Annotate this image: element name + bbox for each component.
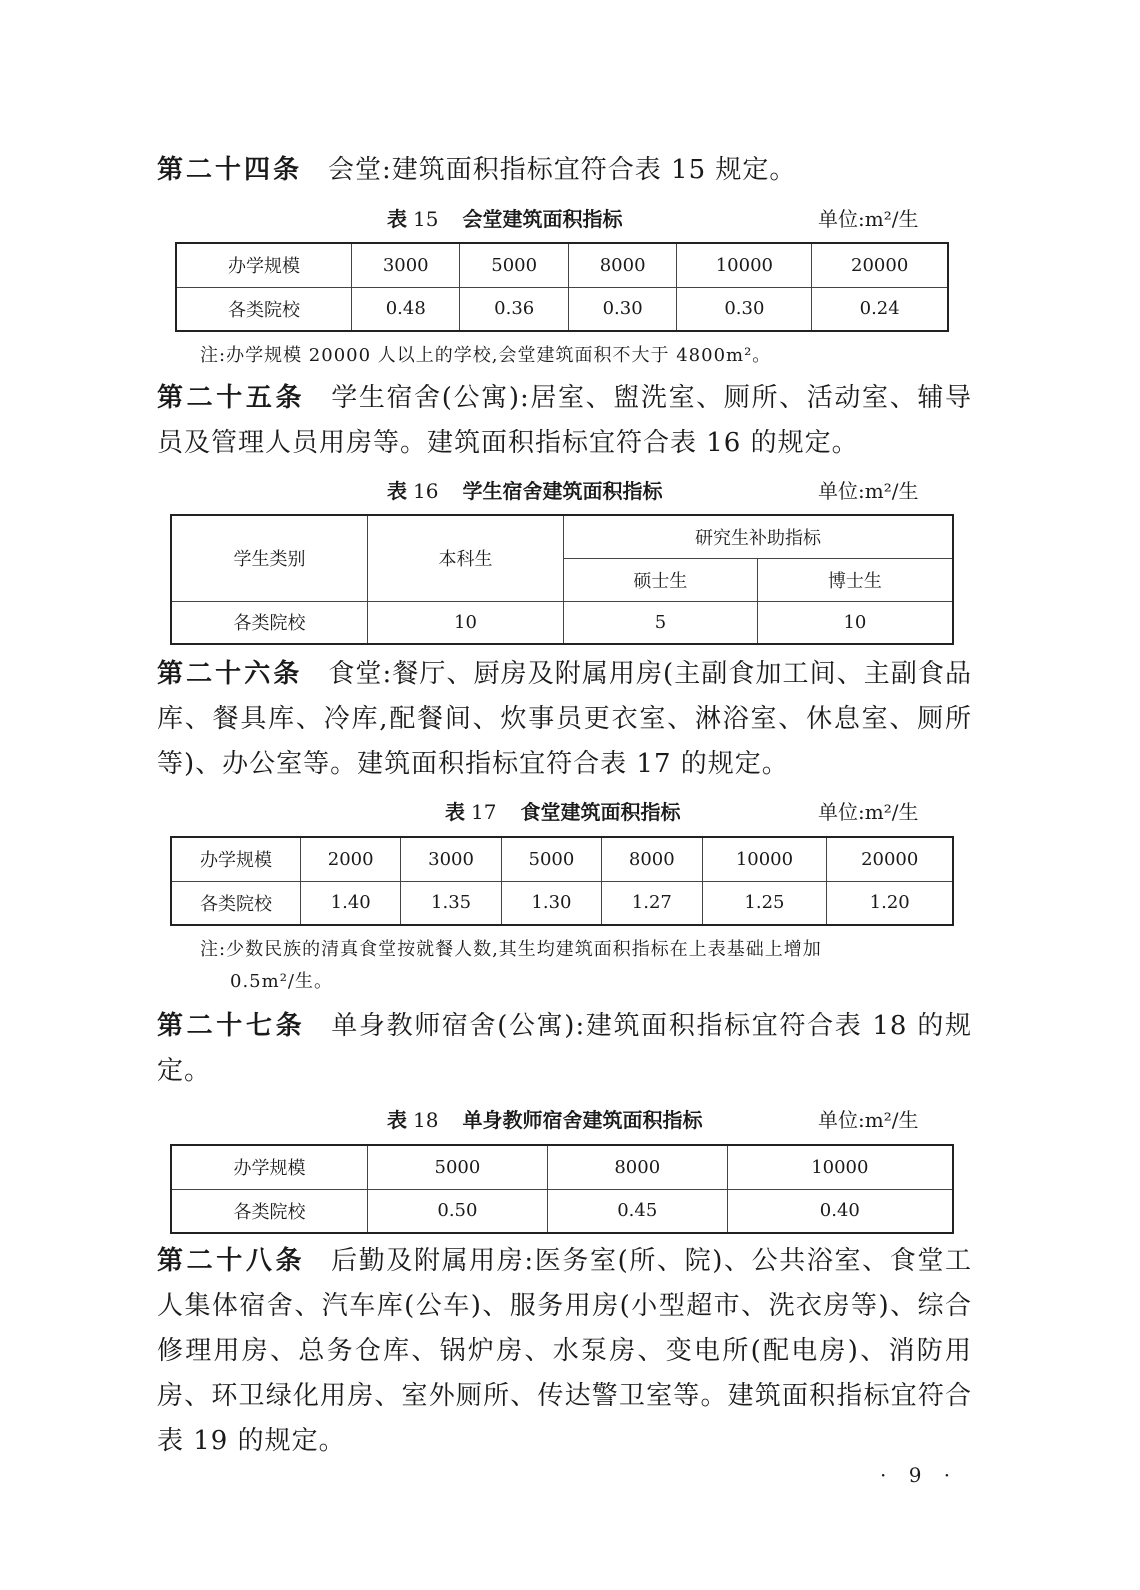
- article-25: [157, 376, 972, 466]
- table-title: 会堂建筑面积指标: [462, 207, 623, 231]
- table-title: 单身教师宿舍建筑面积指标: [462, 1108, 703, 1132]
- table-row: 办学规模 3000 5000 8000 10000 20000: [176, 243, 948, 287]
- article-text: 后勤及附属用房:医务室(所、院)、公共浴室、食堂工人集体宿舍、汽车库(公车)、服务用房(小型超市、洗衣房等)、综合修理用房、总务仓库、锅炉房、水泵房、变电所(配电房)、消防用房、环卫绿化用房、室外厕所、传达警卫室等。建筑面积指标宜符合表 19 的规定。: [157, 1246, 972, 1456]
- table-caption: 表 17 食堂建筑面积指标: [445, 800, 681, 824]
- article-text: 学生宿舍(公寓):居室、盥洗室、厕所、活动室、辅导员及管理人员用房等。建筑面积指标宜符合表 16 的规定。: [157, 383, 972, 458]
- table-18: [170, 1144, 954, 1234]
- table-16: [170, 514, 954, 645]
- unit-label: 单位:m²/生: [818, 479, 919, 503]
- article-text: 会堂:建筑面积指标宜符合表 15 规定。: [328, 155, 797, 185]
- table-15: [175, 242, 949, 332]
- article-text: 单身教师宿舍(公寓):建筑面积指标宜符合表 18 的规定。: [157, 1011, 972, 1086]
- table-title: 食堂建筑面积指标: [520, 800, 681, 824]
- table-row: 各类院校 1.40 1.35 1.30 1.27 1.25 1.20: [171, 881, 953, 925]
- article-28: [157, 1239, 972, 1464]
- table-caption: 表 18 单身教师宿舍建筑面积指标: [387, 1108, 703, 1132]
- table-title: 学生宿舍建筑面积指标: [462, 479, 663, 503]
- table-row: 学生类别 本科生 研究生补助指标: [171, 515, 953, 558]
- table-row: 各类院校 0.48 0.36 0.30 0.30 0.24: [176, 287, 948, 331]
- unit-label: 单位:m²/生: [818, 800, 919, 824]
- table-note: 注:少数民族的清真食堂按就餐人数,其生均建筑面积指标在上表基础上增加 0.5m²/生。: [200, 939, 822, 992]
- article-label: 第二十八条: [157, 1246, 306, 1276]
- article-text: 食堂:餐厅、厨房及附属用房(主副食加工间、主副食品库、餐具库、冷库,配餐间、炊事员更衣室、淋浴室、休息室、厕所等)、办公室等。建筑面积指标宜符合表 17 的规定。: [157, 659, 972, 779]
- table-row: 各类院校 10 5 10: [171, 601, 953, 644]
- table-caption: 表 16 学生宿舍建筑面积指标: [387, 479, 663, 503]
- article-label: 第二十五条: [157, 383, 306, 413]
- article-label: 第二十七条: [157, 1011, 306, 1041]
- article-label: 第二十四条: [157, 155, 303, 185]
- article-26: [157, 652, 972, 787]
- table-row: 办学规模 5000 8000 10000: [171, 1145, 953, 1189]
- table-row: 办学规模 2000 3000 5000 8000 10000 20000: [171, 837, 953, 881]
- unit-label: 单位:m²/生: [818, 207, 919, 231]
- table-row: 硕士生 博士生: [171, 558, 953, 601]
- table-row: 各类院校 0.50 0.45 0.40: [171, 1189, 953, 1233]
- table-note: 注:办学规模 20000 人以上的学校,会堂建筑面积不大于 4800m²。: [200, 345, 772, 366]
- table-17: [170, 836, 954, 926]
- article-label: 第二十六条: [157, 659, 303, 689]
- table-caption: 表 15 会堂建筑面积指标: [387, 207, 623, 231]
- article-24: [157, 148, 972, 193]
- article-27: [157, 1004, 972, 1094]
- page-number: · 9 ·: [880, 1463, 959, 1487]
- unit-label: 单位:m²/生: [818, 1108, 919, 1132]
